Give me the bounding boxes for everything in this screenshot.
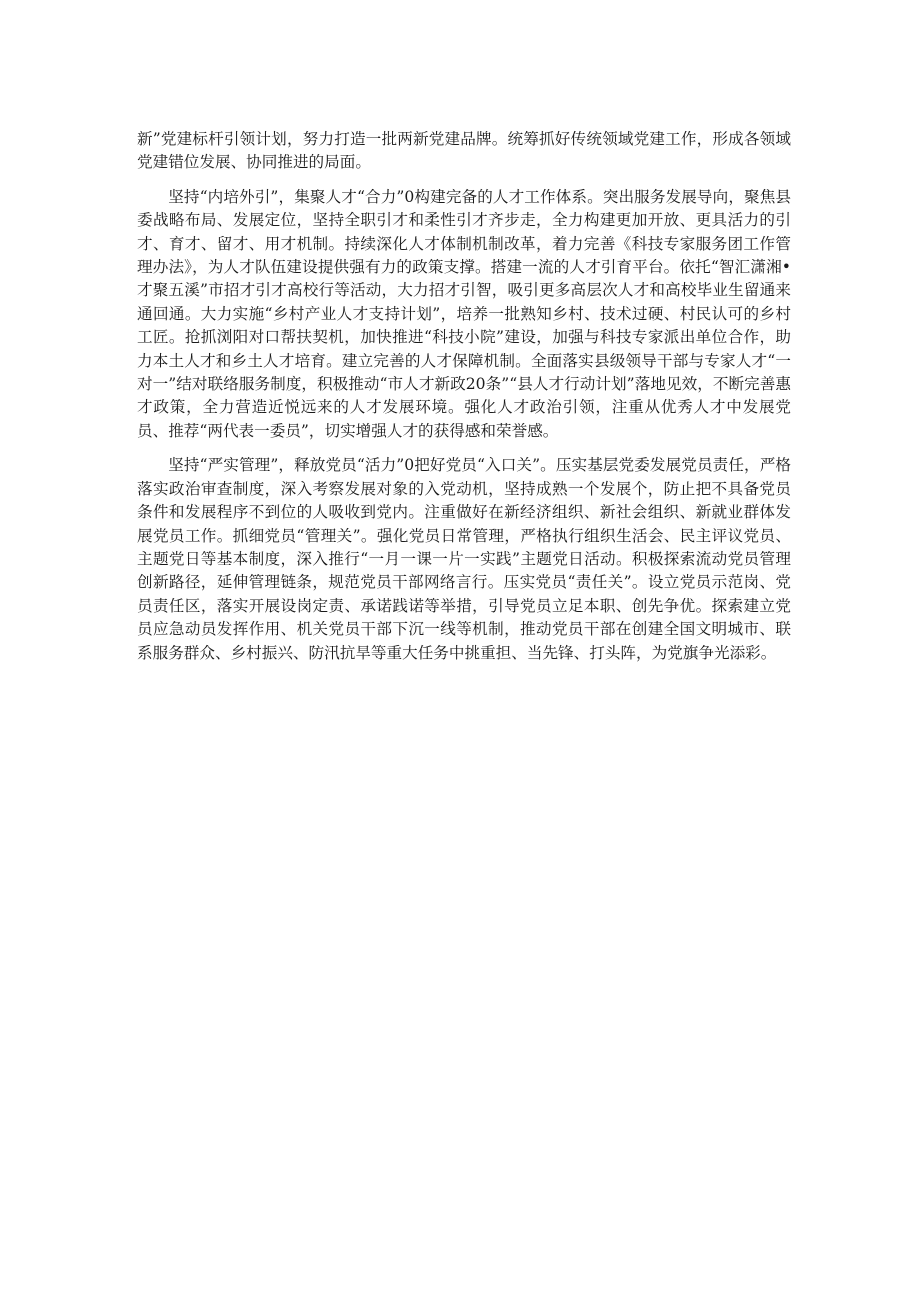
paragraph-party-building-continued: 新”党建标杆引领计划，努力打造一批两新党建品牌。统筹抓好传统领域党建工作，形成各领域党建错位发展、协同推进的局面。 (137, 130, 791, 172)
paragraph-talent-work: 坚持“内培外引”，集聚人才“合力”0构建完备的人才工作体系。突出服务发展导向，聚焦县委战略布局、发展定位，坚持全职引才和柔性引才齐步走，全力构建更加开放、更具活力的引才、育才、留才、用才机制。持续深化人才体制机制改革，着力完善《科技专家服务团工作管理办法》，为人才队伍建设提供强有力的政策支撑。搭建一流的人才引育平台。依托“智汇潇湘•才聚五溪”市招才引才高校行等活动，大力招才引智，吸引更多高层次人才和高校毕业生留通来通回通。大力实施“乡村产业人才支持计划”，培养一批熟知乡村、技术过硬、村民认可的乡村工匠。抢抓浏阳对口帮扶契机，加快推进“科技小院”建设，加强与科技专家派出单位合作，助力本土人才和乡土人才培育。建立完善的人才保障机制。全面落实县级领导干部与专家人才“一对一”结对联络服务制度，积极推动“市人才新政20条”“县人才行动计划”落地见效，不断完善惠才政策，全力营造近悦远来的人才发展环境。强化人才政治引领，注重从优秀人才中发展党员、推荐“两代表一委员”，切实增强人才的获得感和荣誉感。 (137, 187, 791, 440)
paragraph-party-member-management: 坚持“严实管理”，释放党员“活力”0把好党员“入口关”。压实基层党委发展党员责任，严格落实政治审查制度，深入考察发展对象的入党动机，坚持成熟一个发展个，防止把不具备党员条件和发展程序不到位的人吸收到党内。注重做好在新经济组织、新社会组织、新就业群体发展党员工作。抓细党员“管理关”。强化党员日常管理，严格执行组织生活会、民主评议党员、主题党日等基本制度，深入推行“一月一课一片一实践”主题党日活动。积极探索流动党员管理创新路径，延伸管理链条，规范党员干部网络言行。压实党员“责任关”。设立党员示范岗、党员责任区，落实开展设岗定责、承诺践诺等举措，引导党员立足本职、创先争优。探索建立党员应急动员发挥作用、机关党员干部下沉一线等机制，推动党员干部在创建全国文明城市、联系服务群众、乡村振兴、防汛抗旱等重大任务中挑重担、当先锋、打头阵，为党旗争光添彩。 (137, 456, 791, 662)
document-page (137, 128, 791, 665)
